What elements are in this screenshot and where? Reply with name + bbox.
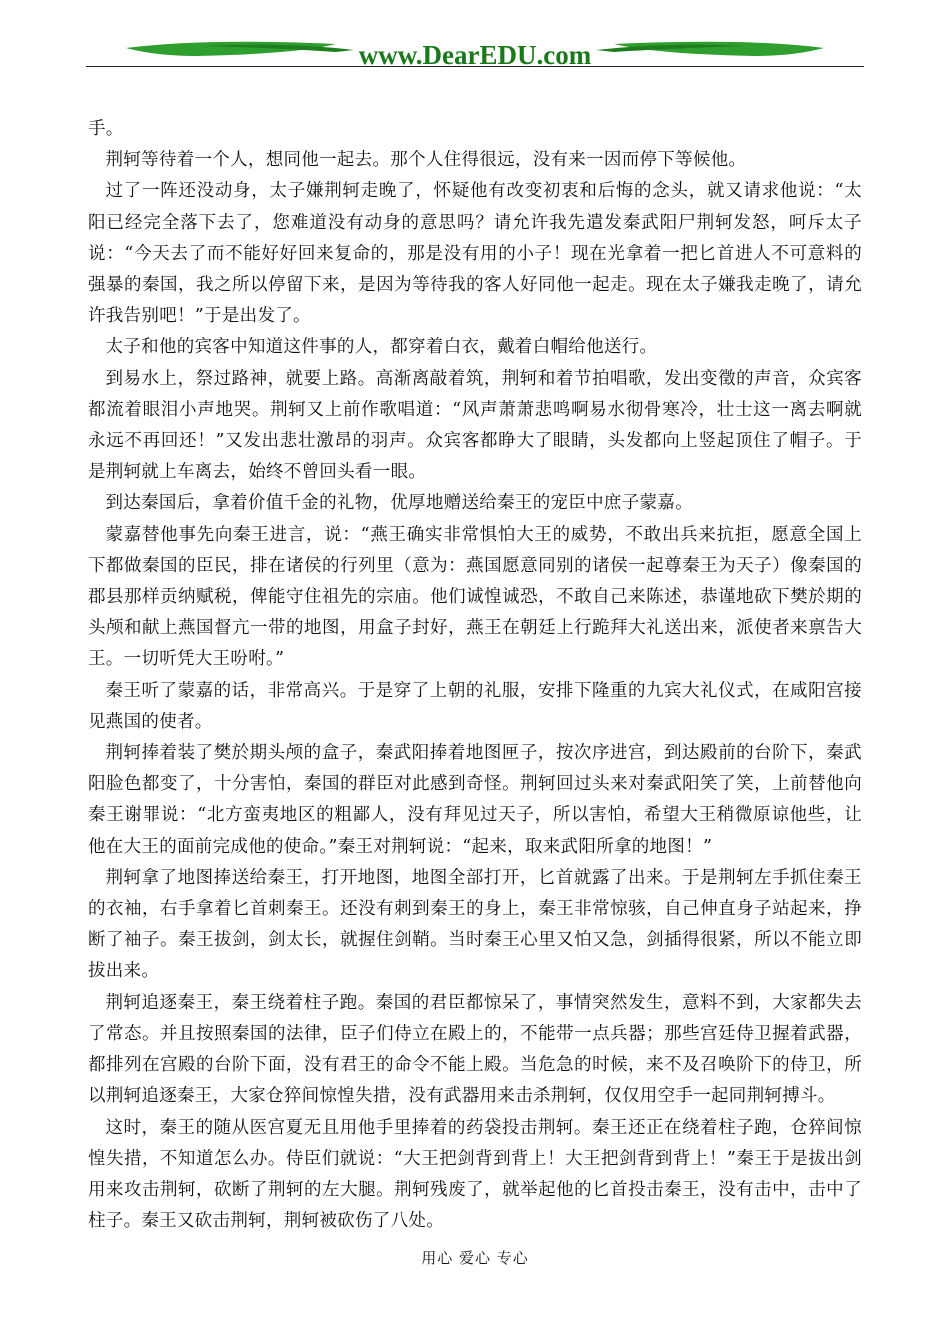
- paragraph: 荆轲捧着装了樊於期头颅的盒子，秦武阳捧着地图匣子，按次序进宫，到达殿前的台阶下，秦武阳脸色都变了，十分害怕，秦国的群臣对此感到奇怪。荆轲回过头来对秦武阳笑了笑，上前替他向秦王谢罪说：“北方蛮夷地区的粗鄙人，没有拜见过天子，所以害怕，希望大王稍微原谅他些，让他在大王的面前完成他的使命。”秦王对荆轲说：“起来，取来武阳所拿的地图！”: [88, 743, 862, 857]
- site-logo-text: www.DearEDU.com: [358, 40, 592, 68]
- paragraph: 到易水上，祭过路神，就要上路。高渐离敲着筑，荆轲和着节拍唱歌，发出变徵的声音，众宾客都流着眼泪小声地哭。荆轲又上前作歌唱道：“风声萧萧悲鸣啊易水彻骨寒冷，壮士这一离去啊就永远不再回还！”又发出悲壮激昂的羽声。众宾客都睁大了眼睛，头发都向上竖起顶住了帽子。于是荆轲就上车离去，始终不曾回头看一眼。: [88, 368, 862, 483]
- paragraph: 荆轲等待着一个人，想同他一起去。那个人住得很远，没有来一因而停下等候他。: [105, 150, 747, 171]
- site-header-logo: [86, 34, 864, 68]
- paragraph: 秦王听了蒙嘉的话，非常高兴。于是穿了上朝的礼服，安排下隆重的九宾大礼仪式，在咸阳宫接见燕国的使者。: [88, 680, 862, 732]
- paragraph: 过了一阵还没动身，太子嫌荆轲走晚了，怀疑他有改变初衷和后悔的念头，就又请求他说：“太阳已经完全落下去了，您难道没有动身的意思吗？请允许我先遣发秦武阳尸荆轲发怒，呵斥太子说：“今天去了而不能好好回来复命的，那是没有用的小子！现在光拿着一把匕首进人不可意料的强暴的秦国，我之所以停留下来，是因为等待我的客人好同他一起走。现在太子嫌我走晚了，请允许我告别吧！”于是出发了。: [88, 181, 862, 327]
- article-body: [88, 114, 862, 1237]
- paragraph: 这时，秦王的随从医宫夏无且用他手里捧着的药袋投击荆轲。秦王还正在绕着柱子跑，仓猝间惊惶失措，不知道怎么办。侍臣们就说：“大王把剑背到背上！大王把剑背到背上！”秦王于是拔出剑用来攻击荆轲，砍断了荆轲的左大腿。荆轲残废了，就举起他的匕首投击秦王，没有击中，击中了柱子。秦王又砍击荆轲，荆轲被砍伤了八处。: [88, 1117, 862, 1232]
- leaf-banner-graphic: [86, 34, 864, 68]
- page-footer: 用心 爱心 专心: [421, 1249, 529, 1267]
- paragraph: 手。: [88, 119, 124, 139]
- header-divider: [86, 66, 864, 67]
- paragraph: 荆轲拿了地图捧送给秦王，打开地图，地图全部打开，匕首就露了出来。于是荆轲左手抓住秦王的衣袖，右手拿着匕首刺秦王。还没有刺到秦王的身上，秦王非常惊骇，自己伸直身子站起来，挣断了袖子。秦王拔剑，剑太长，就握住剑鞘。当时秦王心里又怕又急，剑插得很紧，所以不能立即拔出来。: [88, 867, 862, 982]
- paragraph: 到达秦国后，拿着价值千金的礼物，优厚地赠送给秦王的宠臣中庶子蒙嘉。: [105, 493, 693, 514]
- paragraph: 蒙嘉替他事先向秦王进言，说：“燕王确实非常惧怕大王的威势，不敢出兵来抗拒，愿意全国上下都做秦国的臣民，排在诸侯的行列里（意为：燕国愿意同别的诸侯一起尊秦王为天子）像秦国的郡县那样贡纳赋税，俾能守住祖先的宗庙。他们诚惶诚恐，不敢自己来陈述，恭谨地砍下樊於期的头颅和献上燕国督亢一带的地图，用盒子封好，燕王在朝廷上行跪拜大礼送出来，派使者来禀告大王。一切听凭大王吩咐。”: [88, 524, 862, 670]
- paragraph: 太子和他的宾客中知道这件事的人，都穿着白衣，戴着白帽给他送行。: [105, 337, 658, 358]
- paragraph: 荆轲追逐秦王，秦王绕着柱子跑。秦国的君臣都惊呆了，事情突然发生，意料不到，大家都失去了常态。并且按照秦国的法律，臣子们侍立在殿上的，不能带一点兵器；那些宫廷侍卫握着武器，都排列在宫殿的台阶下面，没有君王的命令不能上殿。当危急的时候，来不及召唤阶下的侍卫，所以荆轲追逐秦王，大家仓猝间惊惶失措，没有武器用来击杀荆轲，仅仅用空手一起同荆轲搏斗。: [88, 992, 862, 1107]
